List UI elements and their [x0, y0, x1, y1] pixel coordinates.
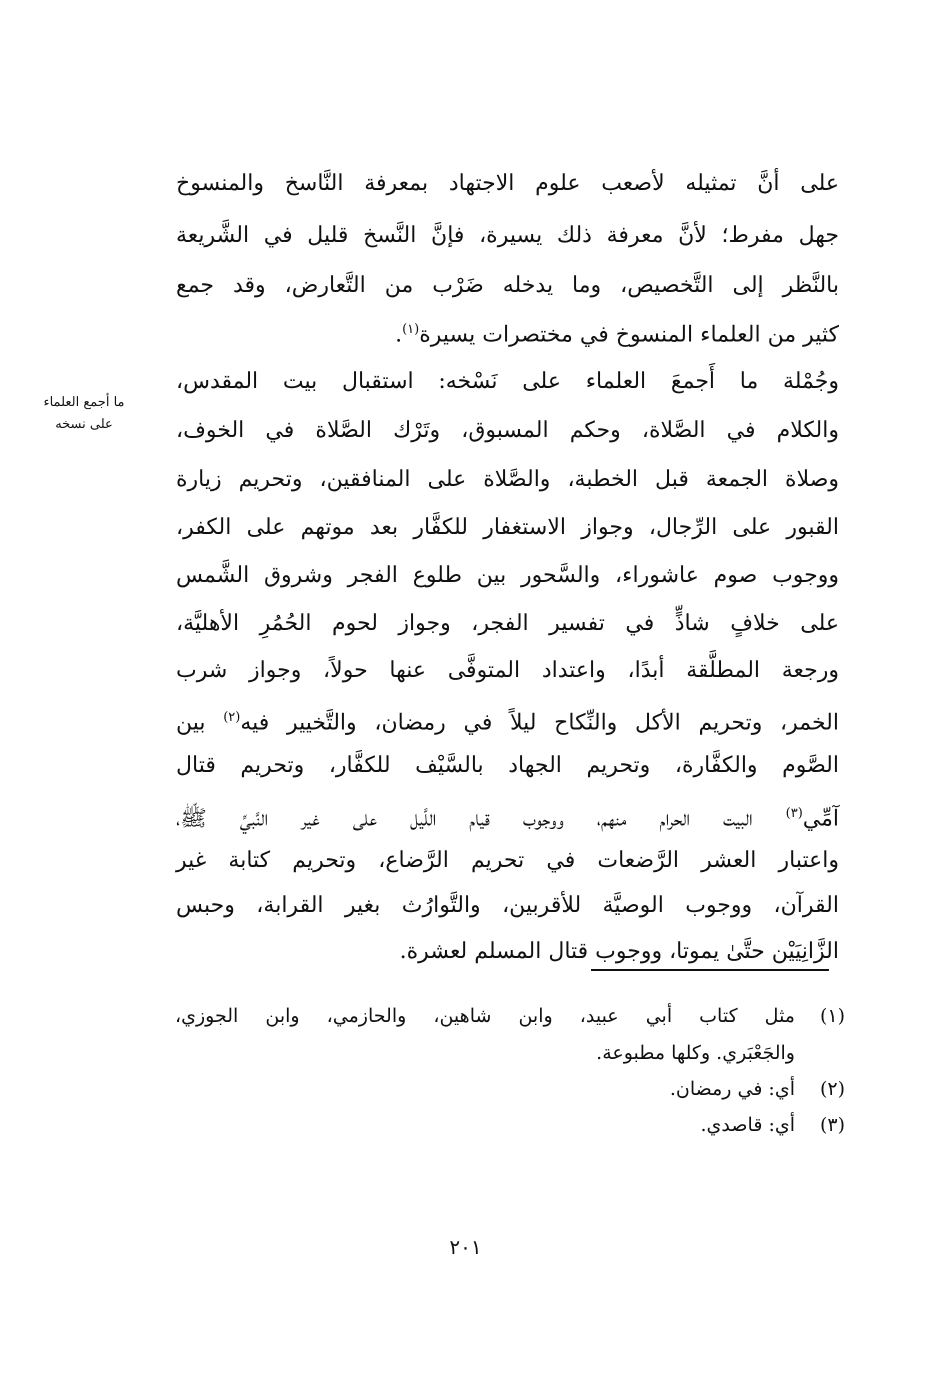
footnote-1-line-2: والجَعْبَري. وكلها مطبوعة.	[596, 1042, 795, 1064]
body-line-12-end: بين	[176, 710, 206, 736]
body-line-12-text: الخمر، وتحريم الأكل والنِّكاح ليلاً في رمضان، والتَّخيير فيه	[240, 710, 839, 736]
body-line-4-text: كثير من العلماء المنسوخ في مختصرات يسيرة	[419, 322, 839, 348]
body-line-14-text: البيت الحرام منهم، ووجوب قيام اللَّيل على غير النَّبيِّ ﷺ،	[176, 806, 753, 832]
body-line-15: واعتبار العشر الرَّضعات في تحريم الرَّضاع، وتحريم كتابة غير	[176, 848, 839, 873]
footnote-3-number: (٣)	[819, 1114, 845, 1136]
body-line-12	[176, 702, 839, 739]
body-line-4	[176, 314, 839, 351]
footnote-separator	[591, 969, 829, 971]
body-line-13: الصَّوم والكفَّارة، وتحريم الجهاد بالسَّيْف للكفَّار، وتحريم قتال	[176, 753, 839, 778]
page-number: ٢٠١	[449, 1235, 482, 1259]
footnote-3-line-1: أي: قاصدي.	[700, 1114, 795, 1136]
body-line-3: بالنَّظر إلى التَّخصيص، وما يدخله ضَرْب من التَّعارض، وقد جمع	[176, 273, 839, 298]
body-line-1: على أنَّ تمثيله لأصعب علوم الاجتهاد بمعرفة النَّاسخ والمنسوخ	[176, 171, 839, 196]
margin-note-line-2: على نسخه	[55, 417, 113, 432]
body-line-14-start: آمِّي	[802, 806, 839, 832]
body-line-17: الزَّانِيَيْن حتَّىٰ يموتا، ووجوب قتال المسلم لعشرة.	[399, 939, 839, 964]
body-line-7: وصلاة الجمعة قبل الخطبة، والصَّلاة على المنافقين، وتحريم زيارة	[176, 467, 839, 492]
body-line-8: القبور على الرِّجال، وجواز الاستغفار للكفَّار بعد موتهم على الكفر،	[176, 515, 839, 540]
footnote-2-number: (٢)	[819, 1078, 845, 1100]
body-line-9: ووجوب صوم عاشوراء، والسَّحور بين طلوع الفجر وشروق الشَّمس	[176, 563, 839, 588]
body-line-16: القرآن، ووجوب الوصيَّة للأقربين، والتَّوارُث بغير القرابة، وحبس	[176, 893, 839, 918]
body-line-5: وجُمْلة ما أَجمعَ العلماء على نَسْخه: استقبال بيت المقدس،	[176, 369, 839, 394]
body-line-10: على خلافٍ شاذٍّ في تفسير الفجر، وجواز لحوم الحُمُرِ الأهليَّة،	[176, 611, 839, 636]
footnote-ref-1: (١)	[402, 322, 420, 337]
footnote-2-line-1: أي: في رمضان.	[669, 1078, 795, 1100]
body-line-2: جهل مفرط؛ لأنَّ معرفة ذلك يسيرة، فإنَّ النَّسخ قليل في الشَّريعة	[176, 223, 839, 248]
footnote-1-line-1: مثل كتاب أبي عبيد، وابن شاهين، والحازمي، وابن الجوزي،	[175, 1005, 795, 1027]
footnote-ref-3: (٣)	[785, 806, 803, 821]
body-line-11: ورجعة المطلَّقة أبدًا، واعتداد المتوفَّى عنها حولاً، وجواز شرب	[176, 658, 839, 683]
margin-note	[20, 392, 148, 436]
body-line-14	[176, 798, 839, 835]
footnote-ref-2: (٢)	[223, 710, 241, 725]
footnote-1-number: (١)	[819, 1005, 845, 1027]
body-line-6: والكلام في الصَّلاة، وحكم المسبوق، وتَرْك الصَّلاة في الخوف،	[176, 418, 839, 443]
body-line-4-end: .	[395, 322, 403, 348]
margin-note-line-1: ما أجمع العلماء	[43, 395, 125, 410]
